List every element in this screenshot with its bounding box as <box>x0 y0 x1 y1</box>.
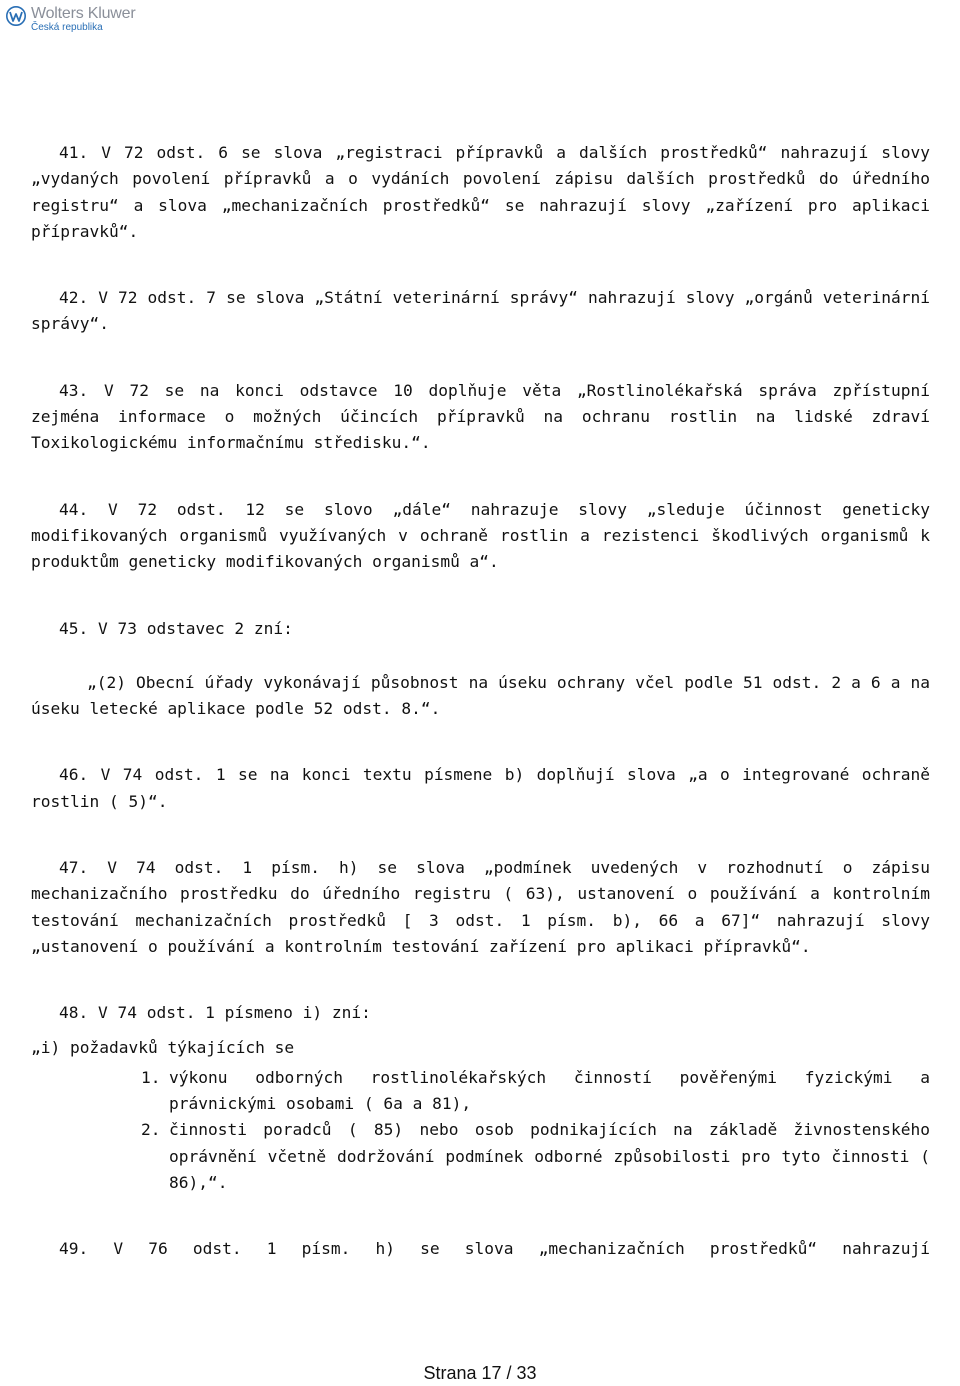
paragraph-45-quote: „(2) Obecní úřady vykonávají působnost na úseku ochrany včel podle 51 odst. 2 a 6 a na úseku letecké aplikace podle 52 odst. 8.“. <box>31 672 930 719</box>
paragraph-45: 45. V 73 odstavec 2 zní: <box>59 618 293 638</box>
list-item-text: činnosti poradců ( 85) nebo osob podnikajících na základě živnostenského oprávnění včetně dodržování podmínek odborné způsobilosti pro tyto činnosti ( 86),“. <box>169 1120 930 1193</box>
wolters-kluwer-logo-icon <box>6 6 26 26</box>
paragraph-48-intro: „i) požadavků týkajících se <box>31 1037 295 1057</box>
paragraph-48-list <box>31 1065 930 1196</box>
list-item-number: 1. <box>141 1067 161 1087</box>
paragraph-49: 49. V 76 odst. 1 písm. h) se slova „mechanizačních prostředků“ nahrazují <box>59 1239 930 1259</box>
paragraph-42: 42. V 72 odst. 7 se slova „Státní veterinární správy“ nahrazují slovy „orgánů veterinární správy“. <box>31 288 930 334</box>
paragraph-48: 48. V 74 odst. 1 písmeno i) zní: <box>59 1003 371 1023</box>
document-body <box>31 140 930 1303</box>
paragraph-41: 41. V 72 odst. 6 se slova „registraci přípravků a dalších prostředků“ nahrazují slovy „vydaných povolení přípravků a o vydáních povolení zápisu dalších prostředků do úředního registru“ a slova „mechanizačních prostředků“ se nahrazují slovy „zařízení pro aplikaci přípravků“. <box>31 143 930 241</box>
list-item <box>141 1117 930 1196</box>
paragraph-46: 46. V 74 odst. 1 se na konci textu písmene b) doplňují slova „a o integrované ochraně rostlin ( 5)“. <box>31 765 930 811</box>
page-number: Strana 17 / 33 <box>423 1363 537 1383</box>
brand-name: Wolters Kluwer <box>31 5 136 22</box>
brand-subtitle: Česká republika <box>31 22 103 33</box>
list-item-number: 2. <box>141 1120 161 1140</box>
paragraph-44: 44. V 72 odst. 12 se slovo „dále“ nahrazuje slovy „sleduje účinnost geneticky modifikovaných organismů využívaných v ochraně rostlin a rezistenci škodlivých organismů k produktům geneticky modifikovaných organismů a“. <box>31 499 930 572</box>
list-item <box>141 1065 930 1118</box>
publisher-logo <box>6 5 136 33</box>
paragraph-43: 43. V 72 se na konci odstavce 10 doplňuje věta „Rostlinolékařská správa zpřístupní zejména informace o možných účincích přípravků na ochranu rostlin na lidské zdraví Toxikologickému informačnímu středisku.“. <box>31 380 930 453</box>
list-item-text: výkonu odborných rostlinolékařských činností pověřenými fyzickými a právnickými osobami ( 6a a 81), <box>169 1067 930 1114</box>
paragraph-47: 47. V 74 odst. 1 písm. h) se slova „podmínek uvedených v rozhodnutí o zápisu mechanizačního prostředku do úředního registru ( 63), ustanovení o používání a kontrolním testování mechanizačních prostředků [ 3 odst. 1 písm. b), 66 a 67]“ nahrazují slovy „ustanovení o používání a kontrolním testování zařízení pro aplikaci přípravků“. <box>31 858 930 956</box>
